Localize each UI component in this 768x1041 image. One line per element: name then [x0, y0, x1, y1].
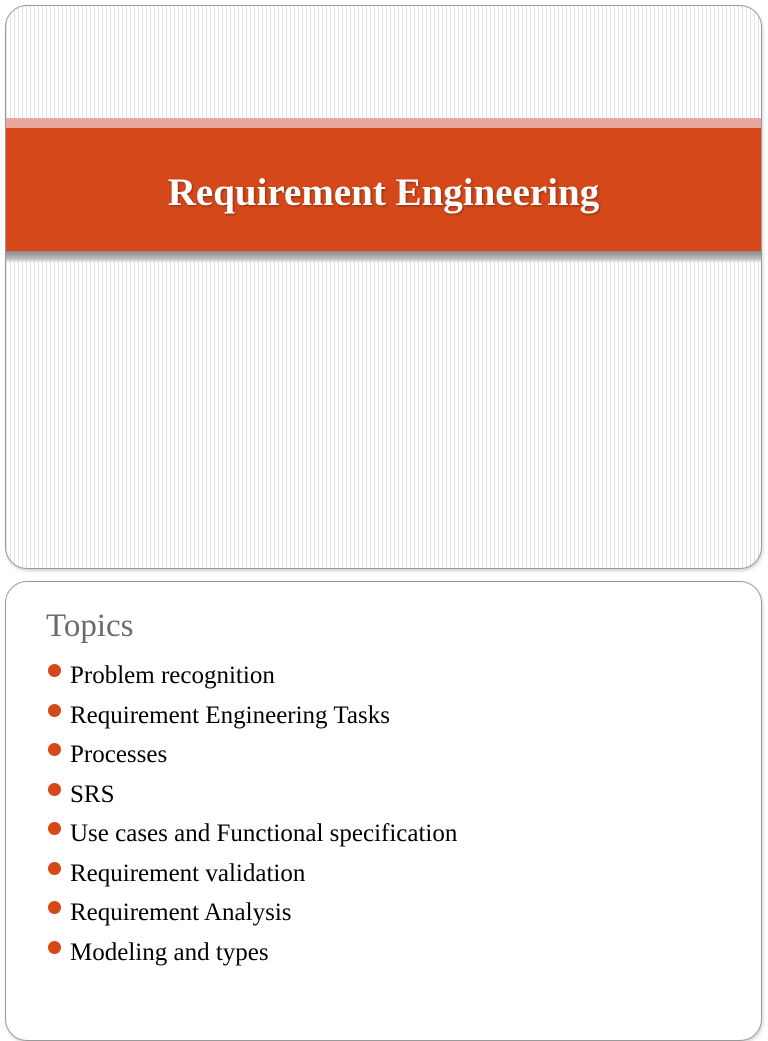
list-item [46, 698, 457, 738]
title-band [6, 128, 761, 251]
topics-heading: Topics [46, 608, 134, 644]
bullet-icon [48, 941, 61, 954]
topic-text: Problem recognition [70, 662, 275, 689]
list-item [46, 777, 457, 817]
topic-list [46, 658, 457, 974]
topic-text: Processes [70, 741, 168, 768]
list-item [46, 935, 457, 975]
topic-text: Requirement validation [70, 859, 306, 887]
title-slide [5, 5, 762, 569]
list-item [46, 895, 457, 935]
list-item [46, 816, 457, 856]
bullet-icon [48, 862, 61, 875]
title-band-shadow [6, 251, 761, 263]
bullet-icon [48, 743, 61, 756]
topic-text: SRS [70, 780, 115, 808]
topic-text: Modeling and types [70, 938, 269, 966]
topic-text: Requirement Analysis [70, 899, 292, 926]
topic-text: Use cases and Functional specification [70, 820, 458, 847]
bullet-icon [48, 704, 61, 717]
bullet-icon [48, 901, 61, 914]
slide-title: Requirement Engineering [167, 171, 600, 214]
list-item [46, 737, 457, 777]
topics-slide [5, 581, 762, 1041]
bullet-icon [48, 822, 61, 835]
bullet-icon [48, 783, 61, 796]
topic-text: Requirement Engineering Tasks [70, 701, 390, 729]
list-item [46, 856, 457, 896]
title-band-accent-strip [6, 118, 761, 128]
list-item [46, 658, 457, 698]
bullet-icon [48, 664, 61, 677]
